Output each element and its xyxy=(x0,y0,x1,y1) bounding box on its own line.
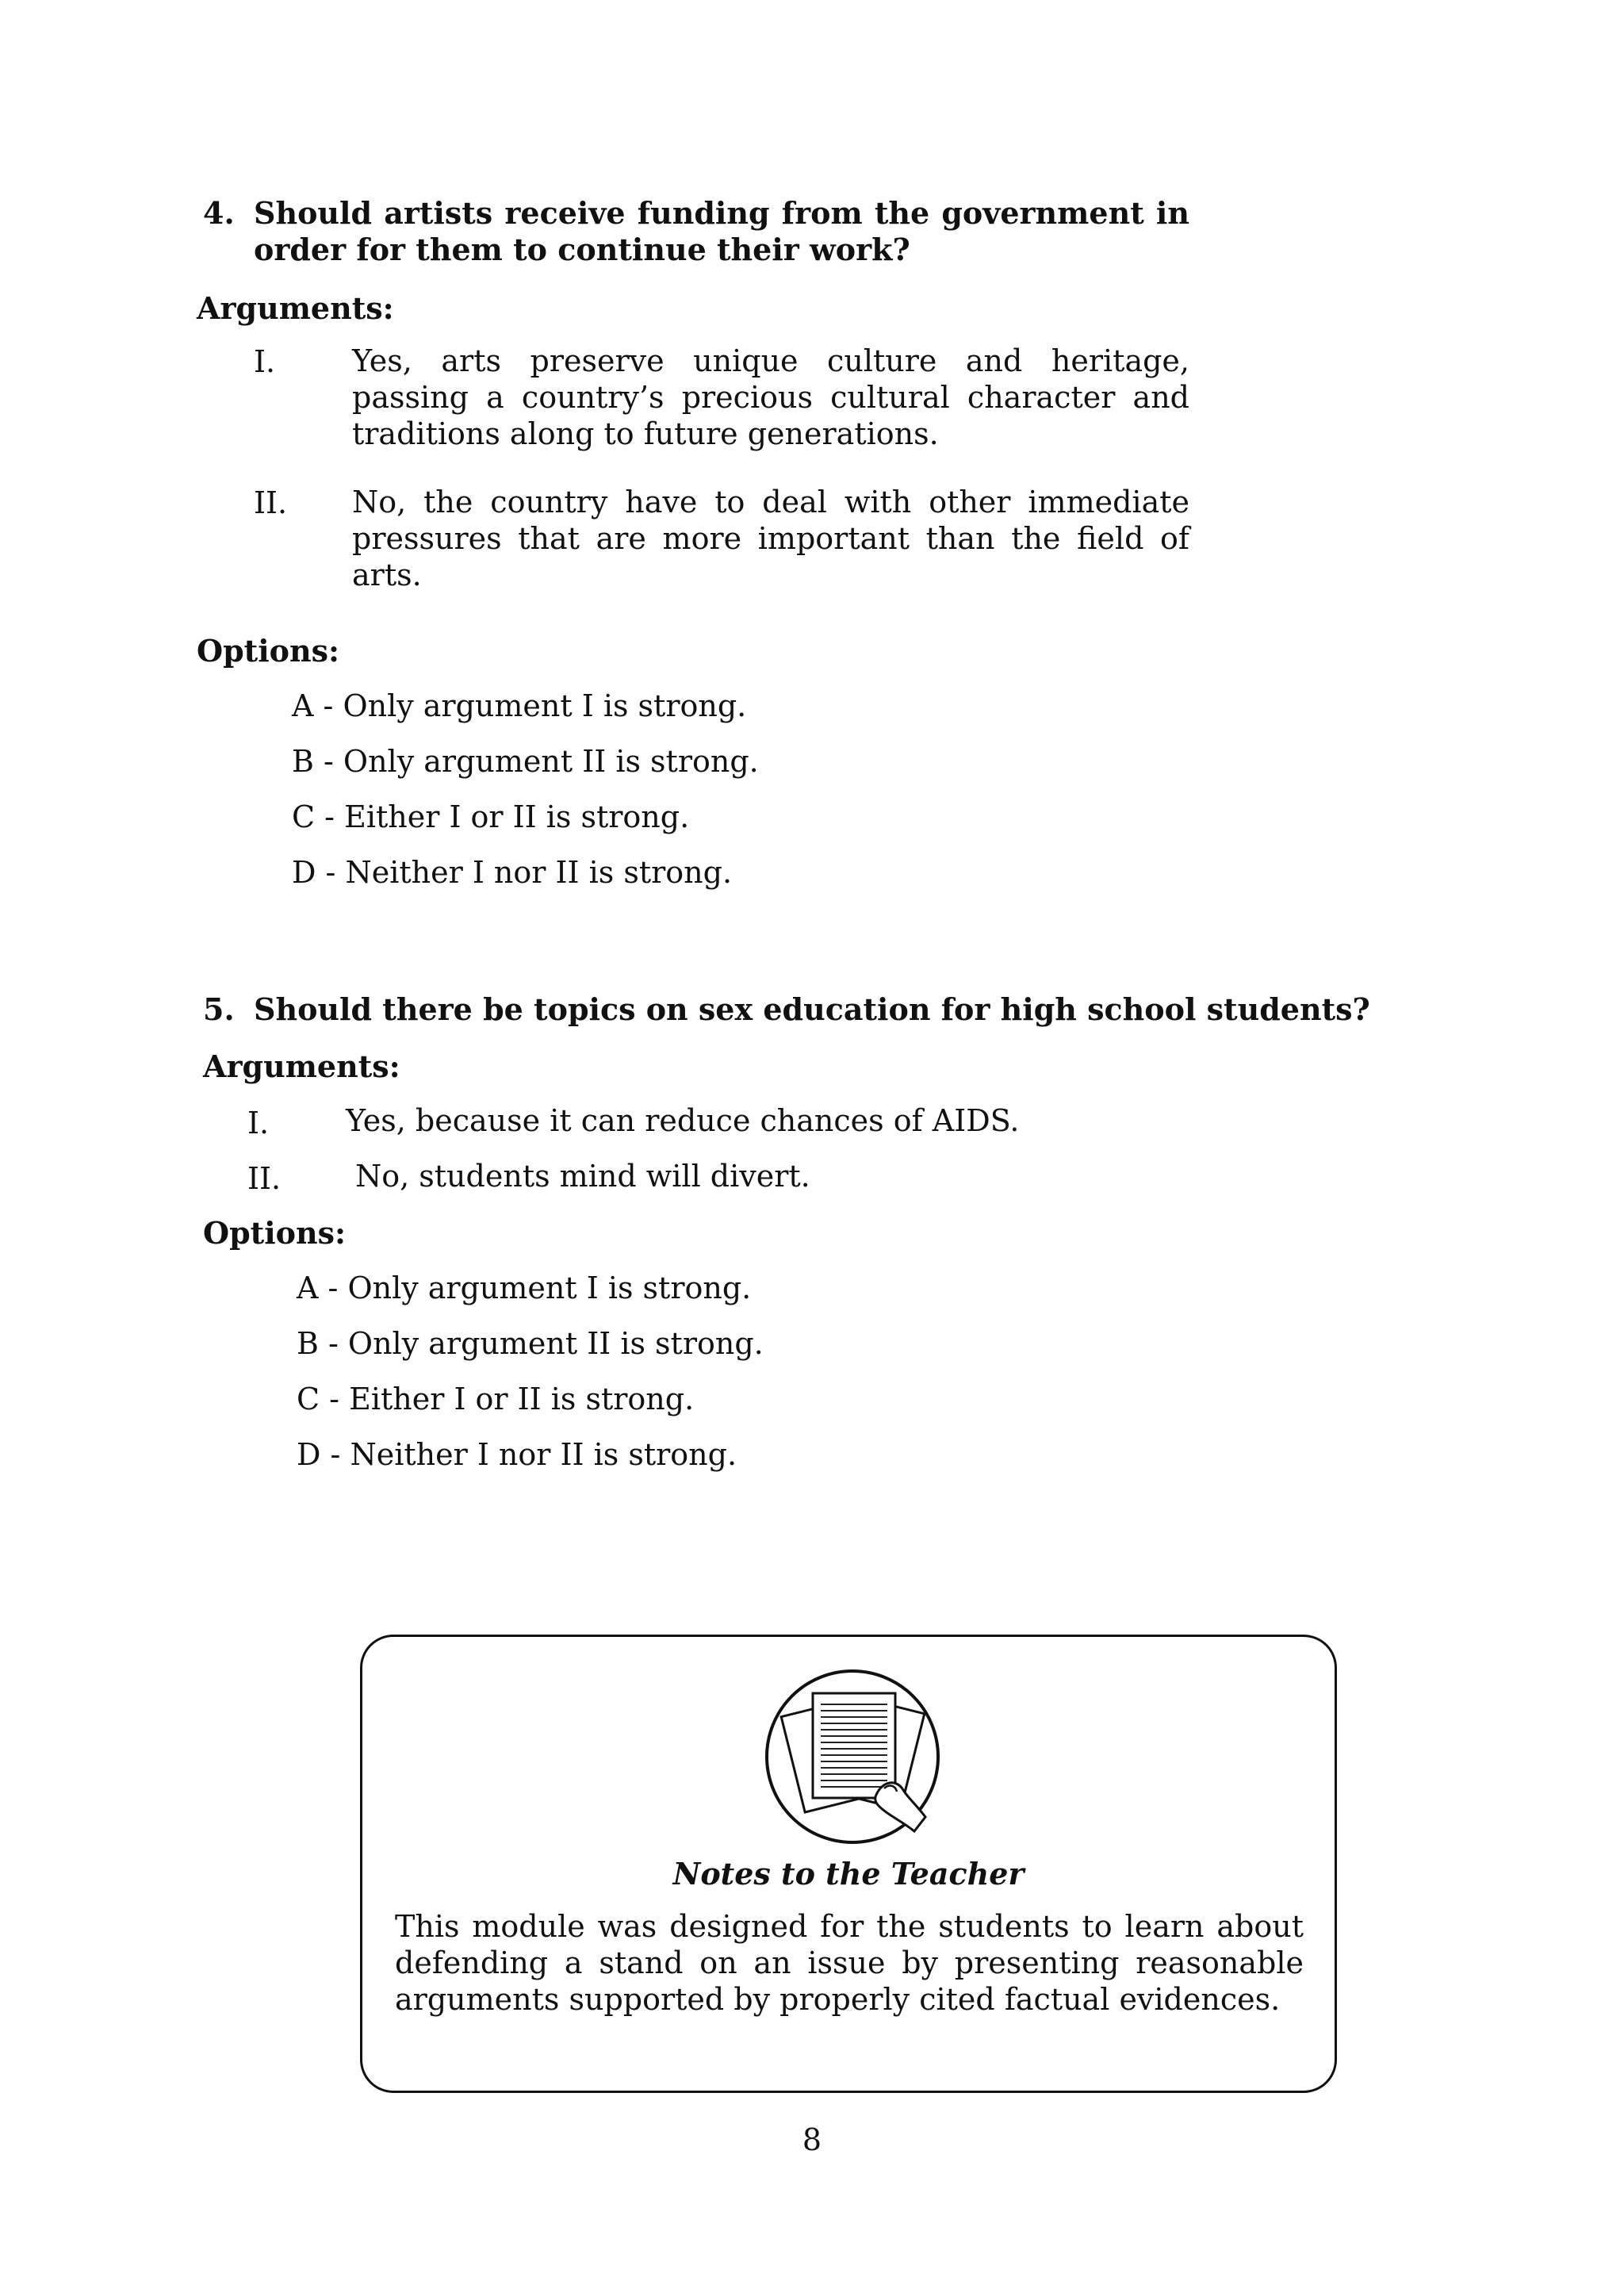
notes-body: This module was designed for the students to learn about defending a stand on an issue by presenting reasonable arguments supported by properly cited factual evidences. xyxy=(395,1909,1304,2017)
question-4-option-d: D - Neither I nor II is strong. xyxy=(292,855,733,890)
question-5-argument-1-numeral: I. xyxy=(247,1106,270,1140)
notes-title: Notes to the Teacher xyxy=(672,1856,1025,1892)
question-5-arguments-label: Arguments: xyxy=(203,1048,400,1084)
question-4-number: 4. xyxy=(203,195,235,231)
question-4-arguments-label: Arguments: xyxy=(197,290,394,326)
question-5-argument-2-text: No, students mind will divert. xyxy=(355,1159,810,1194)
question-4-argument-1-numeral: I. xyxy=(254,344,276,379)
question-4-option-c: C - Either I or II is strong. xyxy=(292,799,690,834)
page-number: 8 xyxy=(802,2122,822,2157)
question-5-option-a: A - Only argument I is strong. xyxy=(297,1271,752,1305)
question-5-options-label: Options: xyxy=(203,1215,347,1251)
question-4-argument-2-text: No, the country have to deal with other immediate pressures that are more important than the field of arts. xyxy=(352,485,1189,592)
question-4-argument-1-text: Yes, arts preserve unique culture and heritage, passing a country’s precious cultural character and traditions along to future generations. xyxy=(352,343,1189,451)
documents-in-hand-icon xyxy=(757,1662,948,1852)
question-4-option-a: A - Only argument I is strong. xyxy=(292,688,747,723)
question-5-option-d: D - Neither I nor II is strong. xyxy=(297,1437,737,1472)
question-5-number: 5. xyxy=(203,991,235,1027)
question-4-option-b: B - Only argument II is strong. xyxy=(292,744,759,779)
question-4-argument-2-numeral: II. xyxy=(254,485,288,520)
question-5-option-b: B - Only argument II is strong. xyxy=(297,1326,764,1361)
question-5-argument-2-numeral: II. xyxy=(247,1161,282,1196)
question-5-argument-1-text: Yes, because it can reduce chances of AIDS. xyxy=(346,1103,1020,1138)
question-5-title: Should there be topics on sex education for high school students? xyxy=(254,991,1370,1027)
question-4-title: Should artists receive funding from the government in order for them to continue their work? xyxy=(254,195,1189,267)
question-4-options-label: Options: xyxy=(197,633,340,669)
question-5-option-c: C - Either I or II is strong. xyxy=(297,1382,695,1416)
